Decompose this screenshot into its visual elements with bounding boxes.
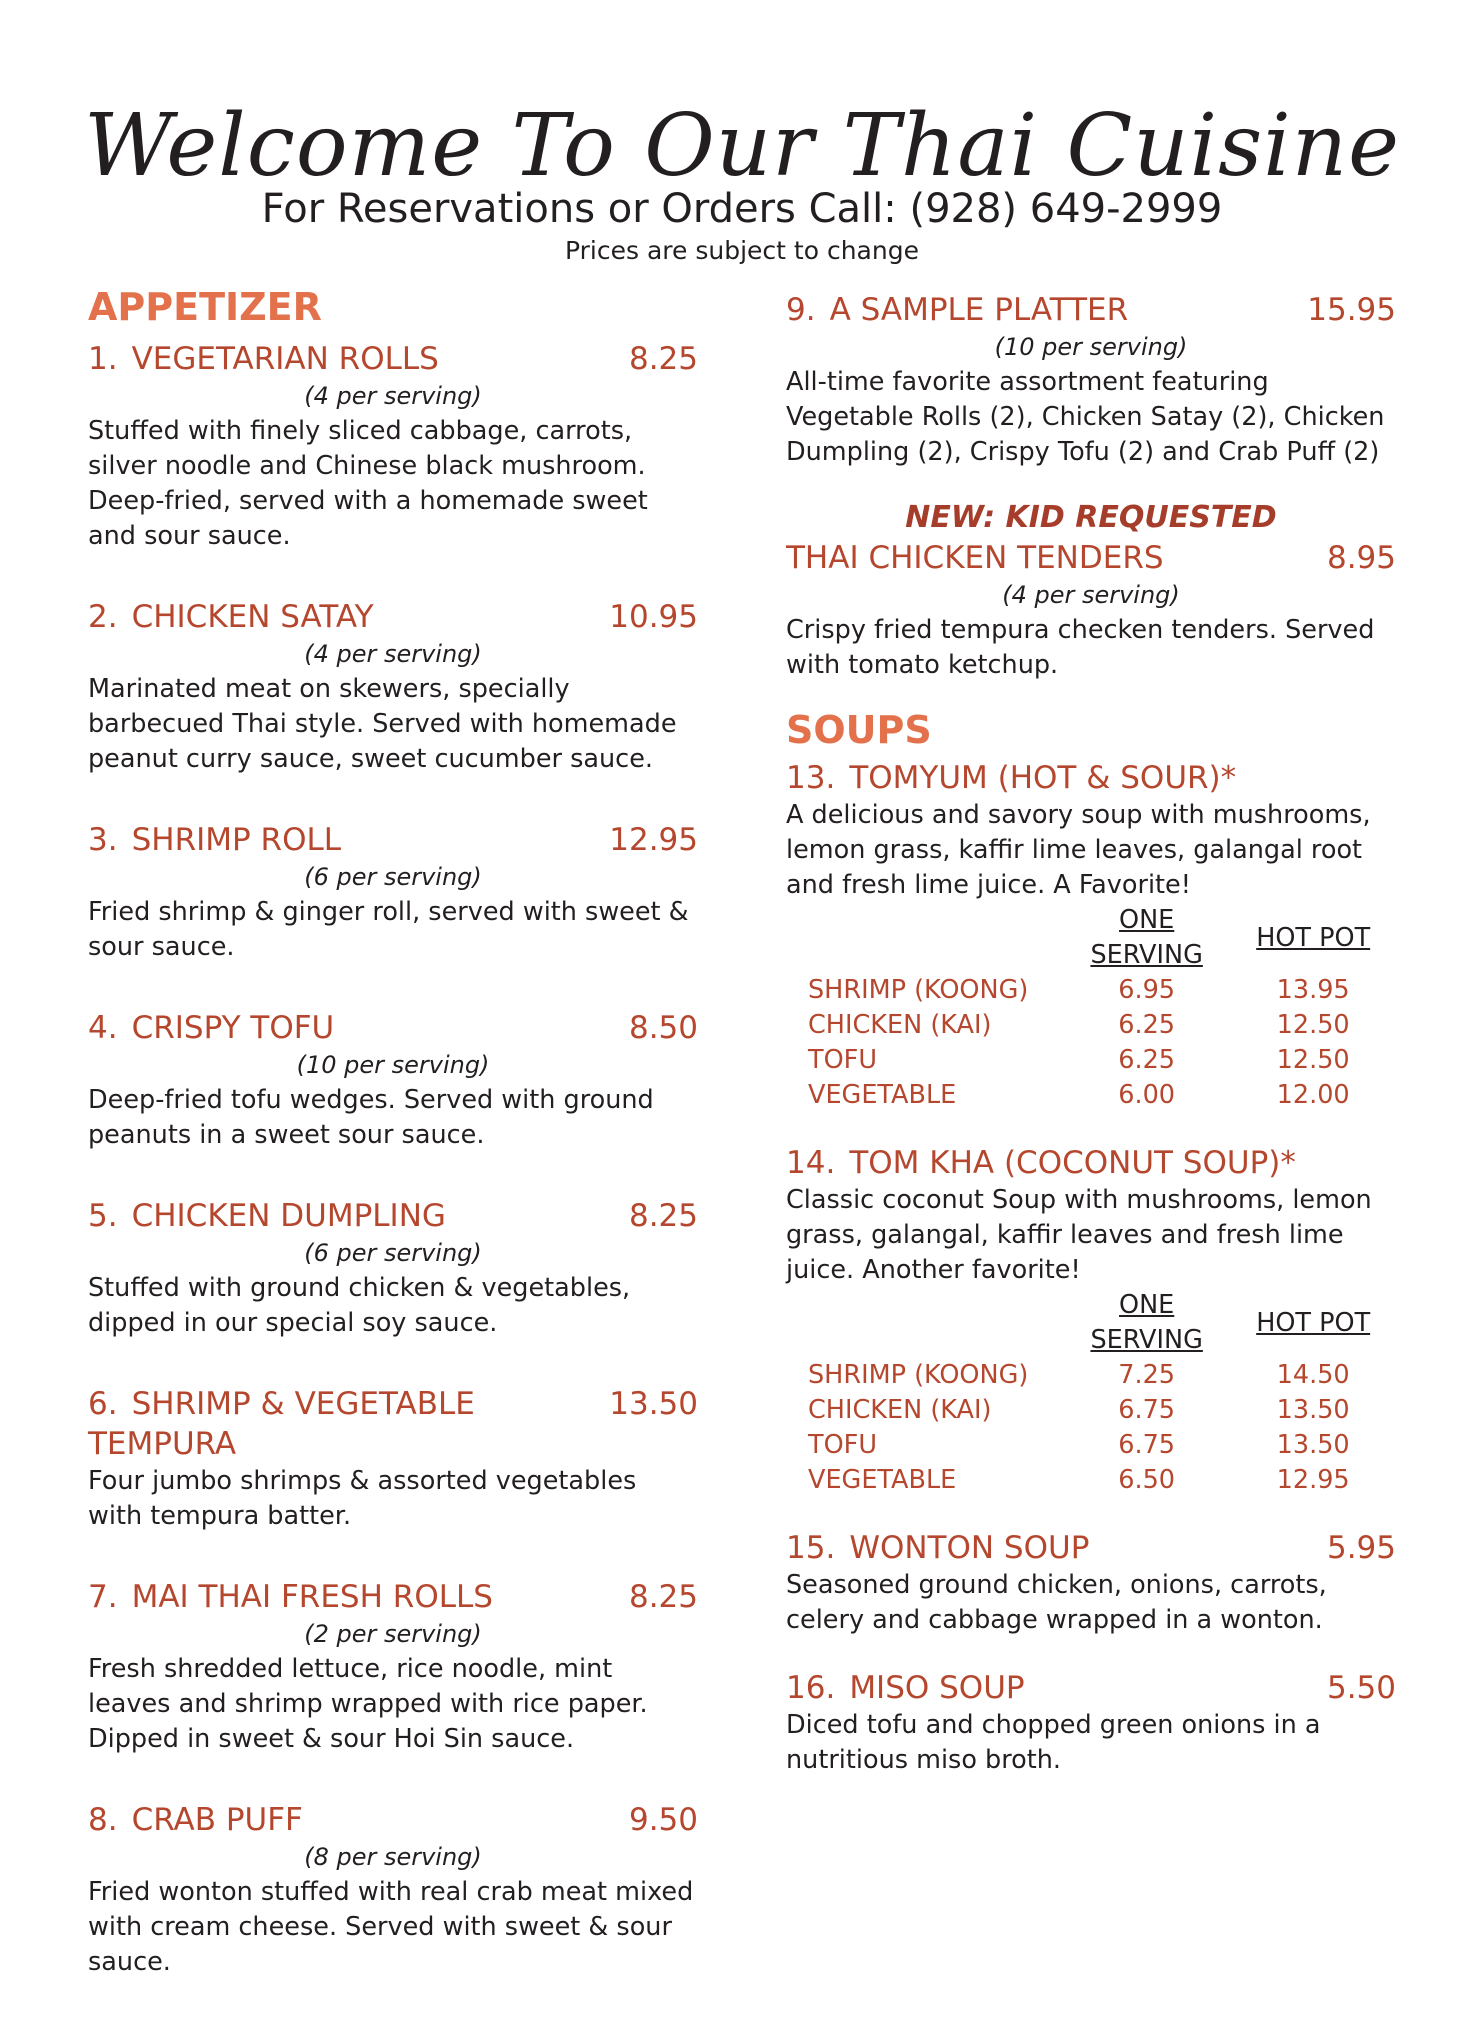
item-serving: (6 per serving) [304, 863, 482, 891]
col-hot-pot: HOT POT [1256, 1307, 1371, 1338]
item-price: 10.95 [609, 599, 698, 635]
page-title: Welcome To Our Thai Cuisine [83, 96, 1401, 196]
item-price: 8.25 [628, 341, 698, 377]
row-label: TOFU [808, 1045, 877, 1075]
item-description: Fried shrimp & ginger roll, served with sweet & sour sauce. [88, 897, 689, 962]
item-description: Crispy fried tempura checken tenders. Served with tomato ketchup. [786, 615, 1375, 680]
item-name: SHRIMP ROLL [131, 822, 342, 858]
item-number: 2. [88, 599, 118, 635]
menu-item [786, 1528, 1396, 1638]
menu-item [786, 538, 1396, 683]
item-description: A delicious and savory soup with mushrooms, lemon grass, kaffir lime leaves, galangal root and fresh lime juice. A Favorite! [786, 800, 1371, 900]
appetizer-column [88, 285, 698, 2023]
item-number: 3. [88, 822, 118, 858]
item-name: CHICKEN SATAY [131, 599, 374, 635]
item-number: 6. [88, 1386, 118, 1422]
menu-item [88, 1196, 698, 1341]
row-one-price: 6.25 [1118, 1045, 1176, 1075]
col-one-serving: ONE SERVING [1090, 905, 1203, 970]
menu-item [88, 597, 698, 777]
row-one-price: 6.50 [1118, 1465, 1176, 1495]
row-label: SHRIMP (KOONG) [808, 1360, 1029, 1390]
row-label: CHICKEN (KAI) [808, 1010, 992, 1040]
price-note: Prices are subject to change [565, 236, 919, 265]
appetizer-heading: APPETIZER [88, 285, 322, 329]
menu-item [786, 1668, 1396, 1778]
item-description: Fresh shredded lettuce, rice noodle, mint leaves and shrimp wrapped with rice paper. Dipped in sweet & sour Hoi Sin sauce. [88, 1654, 648, 1754]
item-number: 15. [786, 1530, 836, 1566]
row-hot-price: 13.50 [1276, 1395, 1350, 1425]
soups-heading: SOUPS [786, 708, 932, 752]
item-name: A SAMPLE PLATTER [829, 292, 1129, 328]
item-price: 8.25 [628, 1198, 698, 1234]
reservation-phone: For Reservations or Orders Call: (928) 649-2999 [261, 186, 1223, 232]
item-name: TOMYUM (HOT & SOUR)* [849, 760, 1237, 796]
menu-item [88, 1800, 698, 1980]
item-serving: (10 per serving) [994, 333, 1188, 361]
item-number: 16. [786, 1670, 836, 1706]
row-one-price: 7.25 [1118, 1360, 1176, 1390]
item-serving: (10 per serving) [296, 1051, 490, 1079]
item-number: 5. [88, 1198, 118, 1234]
item-name: CHICKEN DUMPLING [131, 1198, 446, 1234]
menu-item [88, 1384, 698, 1534]
item-number: 9. [786, 292, 816, 328]
table-row [808, 1078, 1396, 1113]
item-description: Diced tofu and chopped green onions in a nutritious miso broth. [786, 1710, 1321, 1775]
item-description: Marinated meat on skewers, specially barbecued Thai style. Served with homemade peanut curry sauce, sweet cucumber sauce. [88, 674, 677, 774]
item-name: THAI CHICKEN TENDERS [786, 540, 1164, 576]
item-serving: (4 per serving) [1002, 581, 1180, 609]
row-one-price: 6.75 [1118, 1430, 1176, 1460]
row-one-price: 6.25 [1118, 1010, 1176, 1040]
item-description: All-time favorite assortment featuring Vegetable Rolls (2), Chicken Satay (2), Chicken Dumpling (2), Crispy Tofu (2) and Crab Puff (2) [786, 367, 1385, 467]
item-price: 12.95 [609, 822, 698, 858]
item-price: 9.50 [628, 1802, 698, 1838]
item-description: Classic coconut Soup with mushrooms, lemon grass, galangal, kaffir leaves and fresh lime juice. Another favorite! [786, 1185, 1372, 1285]
item-name: WONTON SOUP [849, 1530, 1090, 1566]
item-price: 8.25 [628, 1579, 698, 1615]
row-one-price: 6.75 [1118, 1395, 1176, 1425]
row-hot-price: 13.95 [1276, 975, 1350, 1005]
item-serving: (4 per serving) [304, 640, 482, 668]
row-hot-price: 12.00 [1276, 1080, 1350, 1110]
row-hot-price: 13.50 [1276, 1430, 1350, 1460]
item-serving: (2 per serving) [304, 1620, 482, 1648]
row-hot-price: 12.50 [1276, 1010, 1350, 1040]
item-description: Stuffed with ground chicken & vegetables, dipped in our special soy sauce. [88, 1273, 631, 1338]
right-column [786, 290, 1396, 1821]
row-label: TOFU [808, 1430, 877, 1460]
row-one-price: 6.95 [1118, 975, 1176, 1005]
item-name: MAI THAI FRESH ROLLS [131, 1579, 493, 1615]
table-row [808, 1008, 1396, 1043]
item-price: 15.95 [1307, 292, 1396, 328]
table-row [808, 1463, 1396, 1498]
menu-item [786, 290, 1396, 470]
price-table [808, 903, 1396, 1113]
table-row [808, 1428, 1396, 1463]
item-name: CRISPY TOFU [131, 1010, 335, 1046]
item-name: TOM KHA (COCONUT SOUP)* [849, 1145, 1296, 1181]
menu-item [88, 1577, 698, 1757]
item-price: 5.50 [1326, 1670, 1396, 1706]
col-one-serving: ONE SERVING [1090, 1290, 1203, 1355]
menu-item [88, 1008, 698, 1153]
item-price: 13.50 [609, 1386, 698, 1422]
item-number: 14. [786, 1145, 836, 1181]
row-label: VEGETABLE [808, 1465, 957, 1495]
item-serving: (4 per serving) [304, 382, 482, 410]
item-name: VEGETARIAN ROLLS [131, 341, 439, 377]
item-number: 7. [88, 1579, 118, 1615]
item-description: Seasoned ground chicken, onions, carrots, celery and cabbage wrapped in a wonton. [786, 1570, 1327, 1635]
kid-requested-label: NEW: KID REQUESTED [905, 500, 1277, 535]
item-serving: (8 per serving) [304, 1843, 482, 1871]
item-serving: (6 per serving) [304, 1239, 482, 1267]
table-row [808, 1393, 1396, 1428]
item-description: Four jumbo shrimps & assorted vegetables with tempura batter. [88, 1466, 637, 1531]
table-row [808, 1043, 1396, 1078]
item-description: Deep-fried tofu wedges. Served with ground peanuts in a sweet sour sauce. [88, 1085, 654, 1150]
table-row [808, 1358, 1396, 1393]
menu-item [88, 339, 698, 554]
item-number: 4. [88, 1010, 118, 1046]
row-hot-price: 14.50 [1276, 1360, 1350, 1390]
row-label: CHICKEN (KAI) [808, 1395, 992, 1425]
item-name: MISO SOUP [849, 1670, 1025, 1706]
item-description: Stuffed with finely sliced cabbage, carrots, silver noodle and Chinese black mushroom. Deep-fried, served with a homemade sweet and sour sauce. [88, 416, 648, 551]
item-number: 1. [88, 341, 118, 377]
row-hot-price: 12.50 [1276, 1045, 1350, 1075]
item-number: 8. [88, 1802, 118, 1838]
item-price: 8.50 [628, 1010, 698, 1046]
col-hot-pot: HOT POT [1256, 922, 1371, 953]
item-price: 5.95 [1326, 1530, 1396, 1566]
menu-item [786, 1143, 1396, 1498]
menu-item [88, 820, 698, 965]
row-hot-price: 12.95 [1276, 1465, 1350, 1495]
menu-item [786, 758, 1396, 1113]
row-label: VEGETABLE [808, 1080, 957, 1110]
item-description: Fried wonton stuffed with real crab meat mixed with cream cheese. Served with sweet & sour sauce. [88, 1877, 694, 1977]
table-row [808, 973, 1396, 1008]
item-name: CRAB PUFF [131, 1802, 303, 1838]
item-name: SHRIMP & VEGETABLE TEMPURA [88, 1386, 475, 1462]
item-number: 13. [786, 760, 836, 796]
item-price: 8.95 [1326, 540, 1396, 576]
price-table [808, 1288, 1396, 1498]
row-label: SHRIMP (KOONG) [808, 975, 1029, 1005]
row-one-price: 6.00 [1118, 1080, 1176, 1110]
